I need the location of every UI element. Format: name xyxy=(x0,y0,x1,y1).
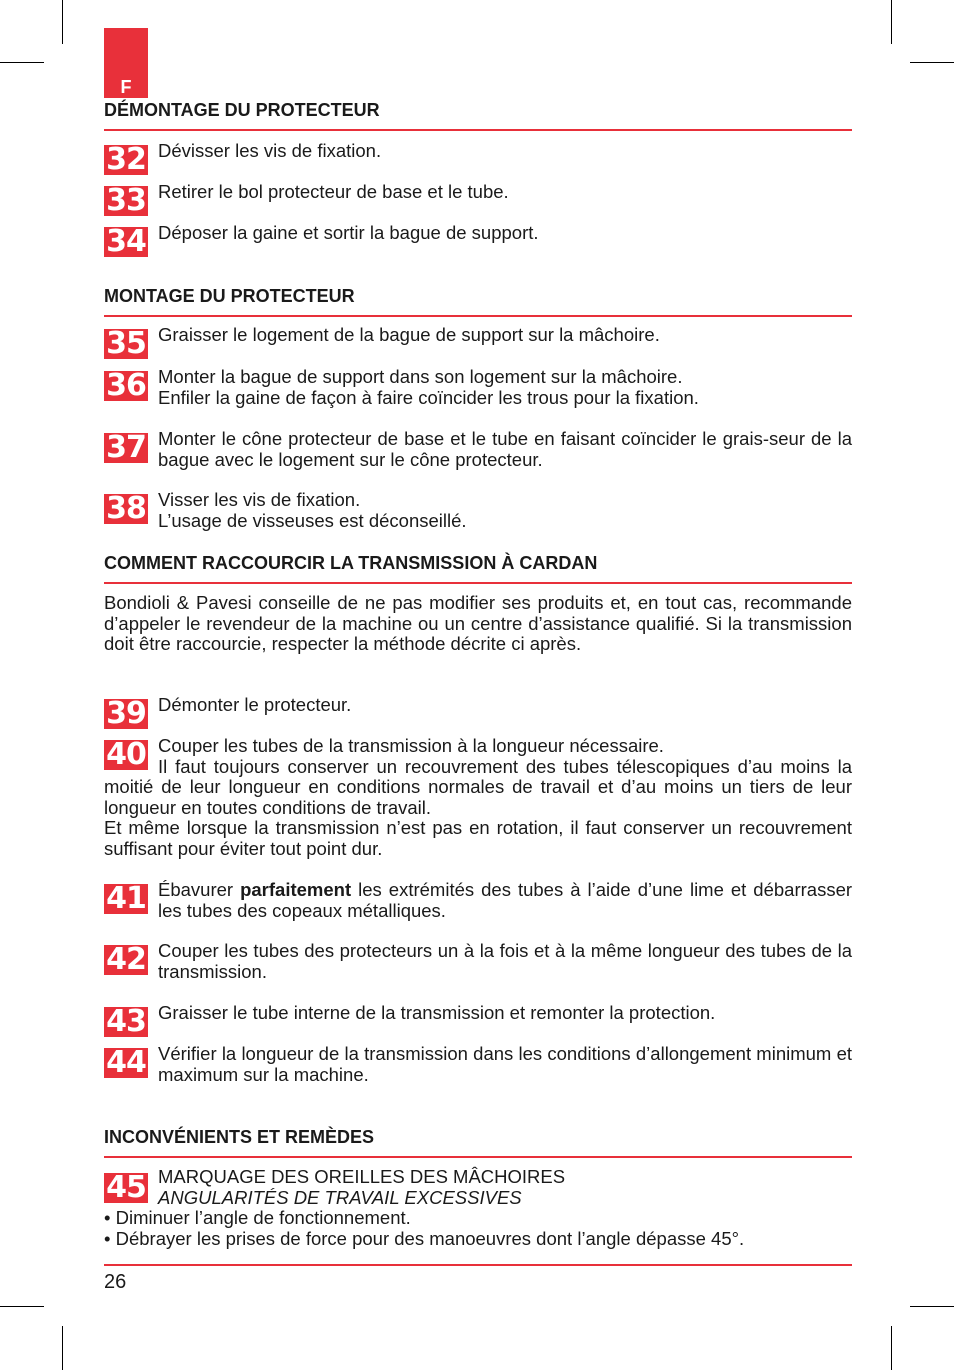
step-42 xyxy=(104,941,852,982)
crop-mark xyxy=(891,1326,892,1370)
step-number: 37 xyxy=(104,433,148,463)
step-text: Il faut toujours conserver un recouvrement des tubes télescopiques d’au moins la moitié de leur longueur en conditions normales de travail et d’au moins un tiers de leur longueur en toutes conditions de travail. xyxy=(104,755,852,818)
bullet-item: • Débrayer les prises de force pour des manoeuvres dont l’angle dépasse 45°. xyxy=(104,1227,745,1249)
step-number: 32 xyxy=(104,145,148,175)
step-43 xyxy=(104,1002,852,1039)
step-37 xyxy=(104,429,852,470)
crop-mark xyxy=(62,0,63,44)
step-41 xyxy=(104,880,852,921)
step-text: Retirer le bol protecteur de base et le tube. xyxy=(158,181,509,202)
step-text: Ébavurer parfaitement les extrémités des tubes à l’aide d’une lime et débarrasser les tubes des copeaux métalliques. xyxy=(158,879,853,921)
step-45 xyxy=(104,1167,852,1249)
step-text: Couper les tubes de la transmission à la longueur nécessaire. xyxy=(158,735,664,756)
step-number: 40 xyxy=(104,740,148,770)
step-text: Couper les tubes des protecteurs un à la fois et à la même longueur des tubes de la transmission. xyxy=(158,940,852,982)
step-text: Visser les vis de fixation. xyxy=(158,489,361,510)
step-text: L’usage de visseuses est déconseillé. xyxy=(158,509,467,531)
step-number: 35 xyxy=(104,329,148,359)
crop-mark xyxy=(0,62,44,63)
step-number: 36 xyxy=(104,371,148,401)
step-text: Enfiler la gaine de façon à faire coïncider les trous pour la fixation. xyxy=(158,386,699,408)
crop-mark xyxy=(0,1306,44,1307)
step-text: MARQUAGE DES OREILLES DES MÂCHOIRES xyxy=(158,1166,566,1187)
section-heading-raccourcir: COMMENT RACCOURCIR LA TRANSMISSION À CARDAN xyxy=(104,552,852,584)
section-heading-demontage: DÉMONTAGE DU PROTECTEUR xyxy=(104,99,852,131)
intro-paragraph: Bondioli & Pavesi conseille de ne pas modifier ses produits et, en tout cas, recommande d’appeler le revendeur de la machine ou un centre d’assistance qualifié. Si la transmission doit être raccourcie, respecter la méthode décrite ci après. xyxy=(104,592,852,654)
step-text: Monter le cône protecteur de base et le tube en faisant coïncider le grais-seur de la bague avec le logement sur le cône protecteur. xyxy=(158,428,852,470)
step-number: 33 xyxy=(104,186,148,216)
section-heading-inconvenients: INCONVÉNIENTS ET REMÈDES xyxy=(104,1126,852,1158)
step-number: 42 xyxy=(104,945,148,975)
step-number: 38 xyxy=(104,494,148,524)
step-text: Graisser le tube interne de la transmission et remonter la protection. xyxy=(158,1002,716,1023)
page-number: 26 xyxy=(104,1271,127,1293)
step-text: Vérifier la longueur de la transmission dans les conditions d’allongement minimum et maximum sur la machine. xyxy=(158,1043,852,1085)
step-number: 44 xyxy=(104,1048,148,1078)
step-text: Graisser le logement de la bague de support sur la mâchoire. xyxy=(158,324,660,345)
step-text: Démonter le protecteur. xyxy=(158,694,352,715)
step-number: 34 xyxy=(104,227,148,257)
step-text: Déposer la gaine et sortir la bague de support. xyxy=(158,222,539,243)
step-text: Et même lorsque la transmission n’est pas en rotation, il faut conserver un recouvrement suffisant pour éviter tout point dur. xyxy=(104,817,852,859)
crop-mark xyxy=(891,0,892,44)
step-number: 39 xyxy=(104,699,148,729)
step-34 xyxy=(104,222,852,259)
footer-divider xyxy=(104,1264,852,1266)
step-text: Dévisser les vis de fixation. xyxy=(158,140,382,161)
step-40 xyxy=(104,736,852,859)
step-33 xyxy=(104,181,852,218)
step-32 xyxy=(104,140,852,177)
crop-mark xyxy=(62,1326,63,1370)
section-heading-montage: MONTAGE DU PROTECTEUR xyxy=(104,285,852,317)
step-36 xyxy=(104,367,852,408)
language-tab: F xyxy=(104,28,148,98)
crop-mark xyxy=(910,1306,954,1307)
step-39 xyxy=(104,694,852,731)
step-text: ANGULARITÉS DE TRAVAIL EXCESSIVES xyxy=(158,1186,522,1208)
step-text: Monter la bague de support dans son logement sur la mâchoire. xyxy=(158,366,683,387)
bullet-item: • Diminuer l’angle de fonctionnement. xyxy=(104,1207,411,1228)
step-35 xyxy=(104,324,852,361)
step-number: 41 xyxy=(104,884,148,914)
step-number: 45 xyxy=(104,1173,148,1203)
crop-mark xyxy=(910,62,954,63)
step-44 xyxy=(104,1044,852,1085)
step-number: 43 xyxy=(104,1007,148,1037)
step-38 xyxy=(104,490,852,531)
